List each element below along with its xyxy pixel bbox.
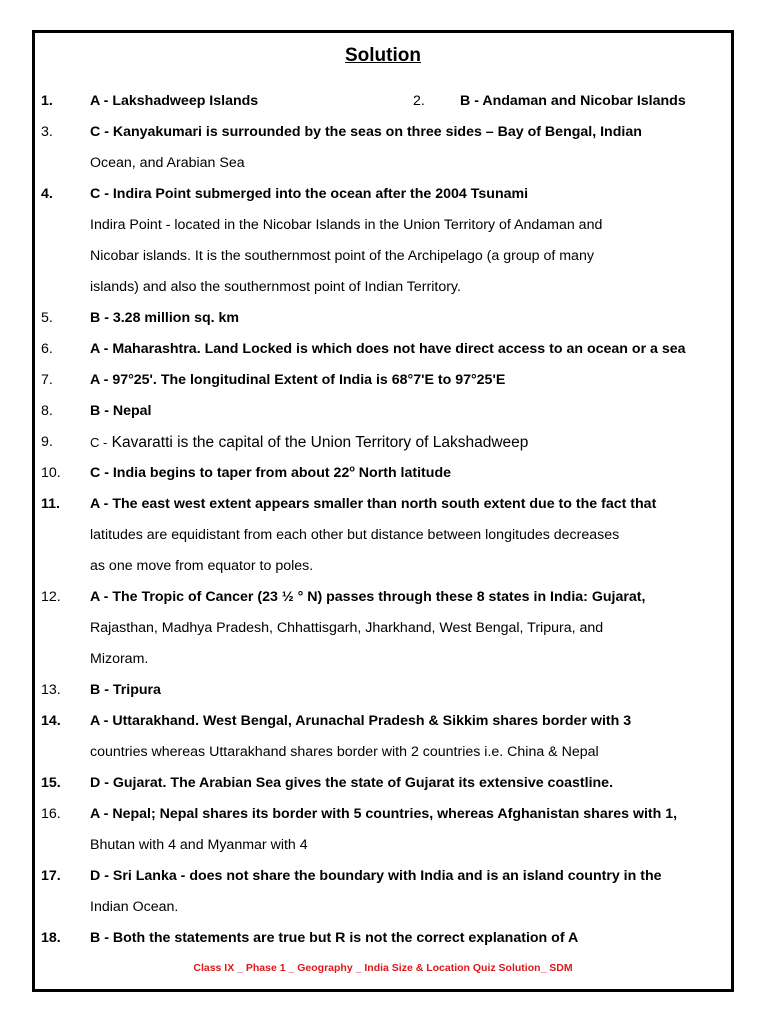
- answer-row-9: [41, 427, 731, 458]
- answer-text-continued: Indira Point - located in the Nicobar Islands in the Union Territory of Andaman and: [90, 217, 603, 233]
- answer-text: B - Both the statements are true but R is not the correct explanation of A: [90, 930, 579, 946]
- degree-superscript: o: [349, 463, 355, 474]
- answer-text-continued: latitudes are equidistant from each other but distance between longitudes decreases: [90, 527, 620, 543]
- answer-row-6: [41, 334, 731, 365]
- page-frame: [32, 30, 734, 992]
- answer-row-3: [41, 117, 731, 148]
- answer-text-continued: islands) and also the southernmost point of Indian Territory.: [90, 279, 461, 295]
- answer-text: C - India begins to taper from about 22: [90, 465, 350, 481]
- answer-row-15: [41, 768, 731, 799]
- answer-row-11: [41, 489, 731, 520]
- answer-text: A - Uttarakhand. West Bengal, Arunachal Pradesh & Sikkim shares border with 3: [90, 713, 632, 729]
- answer-text: A - Maharashtra. Land Locked is which does not have direct access to an ocean or a sea: [90, 341, 686, 357]
- answer-text: A - The east west extent appears smaller than north south extent due to the fact that: [90, 496, 657, 512]
- answer-row-7: [41, 365, 731, 396]
- answer-number: 15.: [41, 775, 61, 791]
- answer-text-after: North latitude: [354, 465, 451, 481]
- answer-number: 11.: [41, 496, 60, 512]
- answer-number: 10.: [41, 465, 61, 481]
- answer-text-continued: Ocean, and Arabian Sea: [90, 155, 245, 171]
- answer-text: D - Gujarat. The Arabian Sea gives the state of Gujarat its extensive coastline.: [90, 775, 614, 791]
- answer-number: 12.: [41, 589, 61, 605]
- answer-number: 1.: [41, 93, 53, 109]
- answer-row-10: [41, 458, 731, 489]
- answer-text: A - The Tropic of Cancer (23 ½ ° N) passes through these 8 states in India: Gujarat,: [90, 589, 646, 605]
- answer-text-continued: countries whereas Uttarakhand shares border with 2 countries i.e. China & Nepal: [90, 744, 599, 760]
- page-title: Solution: [345, 45, 421, 66]
- answer-text: C - Indira Point submerged into the ocean after the 2004 Tsunami: [90, 186, 529, 202]
- answer-text: B - Nepal: [90, 403, 152, 419]
- answer-number: 2.: [413, 93, 425, 109]
- answer-text: A - Lakshadweep Islands: [90, 93, 259, 109]
- answer-row-12: [41, 582, 731, 613]
- answer-row-14: [41, 706, 731, 737]
- answer-number: 7.: [41, 372, 53, 388]
- answer-text-continued: Rajasthan, Madhya Pradesh, Chhattisgarh, Jharkhand, West Bengal, Tripura, and: [90, 620, 604, 636]
- answer-number: 8.: [41, 403, 53, 419]
- answer-row-4: [41, 179, 731, 210]
- answer-row-8: [41, 396, 731, 427]
- answer-row-18: [41, 923, 731, 954]
- answer-text: B - Tripura: [90, 682, 161, 698]
- answer-number: 13.: [41, 682, 61, 698]
- answer-row-17: [41, 861, 731, 892]
- answer-text: D - Sri Lanka - does not share the boundary with India and is an island country in the: [90, 868, 662, 884]
- answer-text-continued: Bhutan with 4 and Myanmar with 4: [90, 837, 308, 853]
- answer-text: C - Kanyakumari is surrounded by the seas on three sides – Bay of Bengal, Indian: [90, 124, 642, 140]
- answer-text: A - Nepal; Nepal shares its border with 5 countries, whereas Afghanistan shares with 1,: [90, 806, 678, 822]
- answer-number: 5.: [41, 310, 53, 326]
- page-footer: Class IX _ Phase 1 _ Geography _ India Size & Location Quiz Solution_ SDM: [193, 962, 573, 974]
- answer-number: 16.: [41, 806, 61, 822]
- answer-row-13: [41, 675, 731, 706]
- answer-list: [41, 86, 731, 954]
- answer-number: 3.: [41, 124, 53, 140]
- answer-row-5: [41, 303, 731, 334]
- answer-number: 9.: [41, 434, 53, 450]
- answer-text: B - 3.28 million sq. km: [90, 310, 240, 326]
- answer-number: 4.: [41, 186, 53, 202]
- answer-number: 18.: [41, 930, 61, 946]
- answer-text-continued: Indian Ocean.: [90, 899, 179, 915]
- answer-row-16: [41, 799, 731, 830]
- answer-text-continued: Nicobar islands. It is the southernmost point of the Archipelago (a group of many: [90, 248, 594, 264]
- answer-row-1-2: [41, 86, 731, 117]
- answer-text: Kavaratti is the capital of the Union Territory of Lakshadweep: [111, 434, 529, 451]
- answer-number: 14.: [41, 713, 61, 729]
- answer-text: A - 97°25'. The longitudinal Extent of India is 68°7'E to 97°25'E: [90, 372, 506, 388]
- answer-prefix: C -: [90, 435, 108, 450]
- answer-text-continued: Mizoram.: [90, 651, 149, 667]
- answer-number: 17.: [41, 868, 61, 884]
- answer-text-continued: as one move from equator to poles.: [90, 558, 314, 574]
- answer-text: B - Andaman and Nicobar Islands: [460, 93, 686, 109]
- answer-number: 6.: [41, 341, 53, 357]
